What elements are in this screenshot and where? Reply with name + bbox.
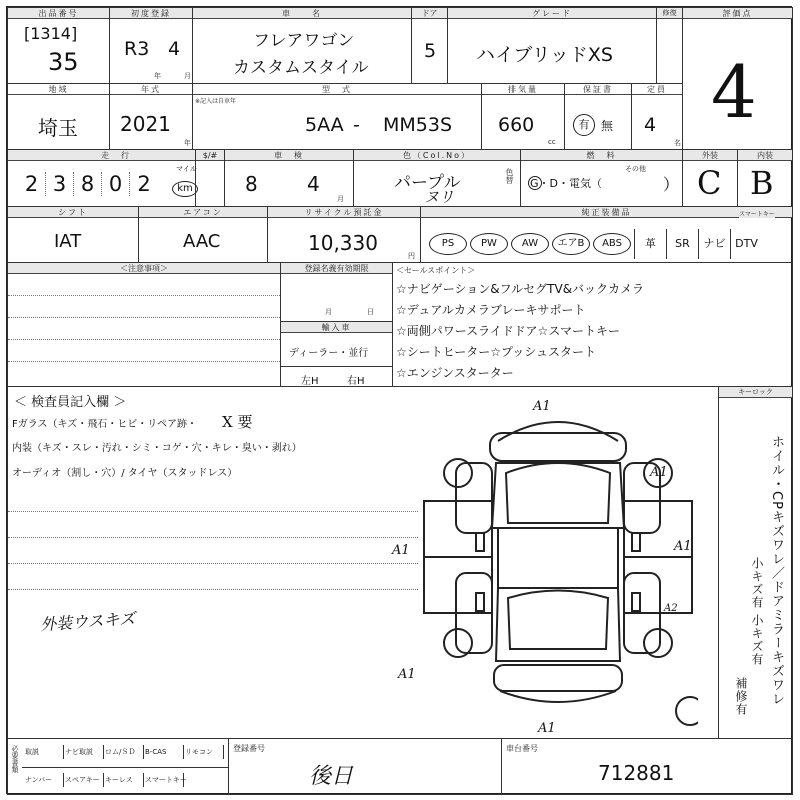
doc-item: ロム/ＳＤ <box>104 745 144 759</box>
doc-item: ナンバー <box>24 773 64 787</box>
model-type-cell <box>192 83 482 150</box>
reg-num-label: 登録番号 <box>233 744 265 753</box>
sales-point-item: ☆ナビゲーション&フルセグTV&バックカメラ <box>396 282 645 296</box>
shift-class-header: $/# <box>196 150 224 161</box>
displacement-cell <box>481 83 565 150</box>
region-cell <box>7 83 110 150</box>
color-sub: ヌリ <box>424 188 455 206</box>
recycle-cell <box>267 206 421 263</box>
region-header: 地域 <box>8 84 109 95</box>
warranty-no: 無 <box>601 119 614 133</box>
inspection-month-unit: 月 <box>337 195 344 203</box>
diagram-mark-5: A1 <box>398 667 416 682</box>
mileage-digits <box>18 172 158 196</box>
aux-cell <box>656 7 683 84</box>
eval-score: 4 <box>711 50 757 134</box>
side-note-col3: 補修有 <box>734 677 748 716</box>
fuel-close: ） <box>663 175 680 194</box>
warranty-cell <box>564 83 632 150</box>
diagram-mark-4: A1 <box>674 539 692 554</box>
model-type-value1: 5AA <box>305 114 344 136</box>
model-type-dash: - <box>353 114 360 136</box>
fuel-other-label: その他 <box>625 165 646 173</box>
seats-header: 定員 <box>632 84 682 95</box>
fglass-mark: X 要 <box>222 413 253 431</box>
import-cell <box>280 321 393 387</box>
reg-date-unit: 日 <box>367 308 374 316</box>
model-type-value2: MM53S <box>383 114 453 136</box>
footer-docs-cell <box>7 738 229 795</box>
sales-point-item: ☆デュアルカメラブレーキサポート <box>396 303 586 317</box>
docs-side-label: 必要書類 <box>11 745 19 773</box>
equipment-item-circled: ABS <box>593 233 631 255</box>
shift-value: IAT <box>54 231 82 252</box>
seats-value: 4 <box>644 114 657 136</box>
seats-cell <box>631 83 683 150</box>
fuel-header: 燃 料 <box>521 150 682 161</box>
model-name-header: 車 名 <box>193 8 411 19</box>
aircon-header: エアコン <box>139 207 267 218</box>
aircon-value: AAC <box>183 231 221 252</box>
diagram-mark-2: A1 <box>650 465 668 480</box>
first-reg-cell <box>109 7 193 84</box>
docs-row-1 <box>24 745 224 759</box>
footer-chassis-cell <box>501 738 793 795</box>
model-year-cell <box>109 83 193 150</box>
docs-row-2 <box>24 773 187 787</box>
seats-unit: 名 <box>674 139 681 147</box>
mileage-header: 走 行 <box>8 150 224 161</box>
fuel-text: G・D・電気（ <box>530 177 602 190</box>
lot-cell <box>7 7 110 84</box>
recycle-value: 10,330 <box>308 231 378 255</box>
shift-header: シフト <box>8 207 138 218</box>
key-lock-cell <box>718 386 793 739</box>
mileage-unit-km: km <box>172 181 198 197</box>
shift-cell <box>7 206 139 263</box>
equipment-item: SR <box>666 229 698 259</box>
handwritten-note: 外装ウスキズ <box>39 608 136 635</box>
color-change-label: 色替 <box>505 168 514 184</box>
reg-deadline-cell <box>280 262 393 322</box>
grade-cell <box>447 7 657 84</box>
sales-points-list <box>396 279 644 384</box>
interior-value: B <box>750 164 774 202</box>
mileage-cell <box>7 149 225 207</box>
diagram-mark-7: A2 <box>664 603 678 614</box>
sales-point-item: ☆エンジンスターター <box>396 366 514 380</box>
auction-sheet <box>6 6 792 794</box>
year-unit: 年 <box>154 72 161 80</box>
doors-header: ドア <box>412 8 447 19</box>
mileage-unit-top: マイル <box>176 165 197 173</box>
doc-item: キーレス <box>104 773 144 787</box>
reg-deadline-header: 登録名義有効期限 <box>281 263 392 274</box>
model-name-line1: フレアワゴン <box>253 31 355 51</box>
exterior-header: 外装 <box>683 150 737 161</box>
mileage-digit: 8 <box>74 172 102 196</box>
lot-header: 出品番号 <box>8 8 109 19</box>
exterior-cell <box>682 149 738 207</box>
doc-item: B-CAS <box>144 745 184 759</box>
notes-cell <box>7 262 281 387</box>
doc-item: 取説 <box>24 745 64 759</box>
grade-header: グレード <box>448 8 656 19</box>
doc-item: スマートキー <box>144 773 184 787</box>
reg-month-unit: 月 <box>325 308 332 316</box>
mileage-digit: 3 <box>46 172 74 196</box>
import-left: 左H <box>301 376 319 387</box>
displacement-unit: cc <box>548 138 556 146</box>
equipment-key-label: スマートキー <box>739 211 775 218</box>
equipment-item-circled: エアB <box>552 233 590 255</box>
equipment-row <box>429 229 762 259</box>
inspection-month: 4 <box>307 172 320 196</box>
first-reg-header: 初度登録 <box>110 8 192 19</box>
diagram-mark-6: A1 <box>538 721 556 736</box>
region-value: 埼玉 <box>38 116 78 140</box>
footer-reg-cell <box>228 738 502 795</box>
lot-number: 35 <box>48 48 79 76</box>
first-reg-month: 4 <box>168 38 181 60</box>
inspector-line-audio: オーディオ（割し・穴）/ タイヤ（スタッドレス） <box>12 468 238 479</box>
interior-cell <box>737 149 793 207</box>
color-header: 色（Col.No） <box>354 150 520 161</box>
inspector-line-fglass: Fガラス（キズ・飛石・ヒビ・リペア跡・ <box>12 419 198 430</box>
eval-cell <box>682 7 793 150</box>
doors-cell <box>411 7 448 84</box>
recycle-unit: 円 <box>408 252 415 260</box>
equipment-item: DTV <box>730 229 762 259</box>
sales-point-item: ☆両側パワースライドドア☆スマートキー <box>396 324 620 338</box>
first-reg-era: R3 <box>124 38 150 60</box>
sales-points-header: ＜セールスポイント＞ <box>396 266 476 275</box>
sales-point-item: ☆シートヒーター☆プッシュスタート <box>396 345 596 359</box>
color-value: パープル <box>394 173 461 193</box>
fuel-cell <box>520 149 683 207</box>
equipment-cell <box>420 206 793 263</box>
inspector-cell <box>7 386 719 739</box>
car-diagram <box>418 393 698 738</box>
exterior-value: C <box>697 164 722 202</box>
equipment-item: ナビ <box>698 229 730 259</box>
color-cell <box>353 149 521 207</box>
model-type-note: ※記入は自車年 <box>195 98 237 105</box>
model-year-header: 年式 <box>110 84 192 95</box>
mileage-digit: 2 <box>18 172 46 196</box>
import-header: 輸入車 <box>281 322 392 333</box>
mileage-digit: 0 <box>102 172 130 196</box>
warranty-yes: 有 <box>573 114 595 136</box>
aircon-cell <box>138 206 268 263</box>
grade-value: ハイブリッドXS <box>476 44 613 66</box>
displacement-value: 660 <box>498 114 535 136</box>
side-note-col1: ホイル・CPキズワレ／ドアミラーキズワレ <box>769 435 784 706</box>
model-year-value: 2021 <box>120 112 171 136</box>
interior-header: 内装 <box>738 150 792 161</box>
eval-header: 評価点 <box>683 8 792 19</box>
notes-header: ＜注意事項＞ <box>8 263 280 274</box>
model-name-line2: カスタムスタイル <box>233 58 369 78</box>
warranty-header: 保証書 <box>565 84 631 95</box>
month-unit: 月 <box>184 72 191 80</box>
equipment-item-circled: PW <box>470 233 508 255</box>
equipment-item: 革 <box>634 229 666 259</box>
lot-code: [1314] <box>24 24 78 43</box>
chassis-label: 車台番号 <box>506 744 538 753</box>
inspector-title: ＜ 検査員記入欄 ＞ <box>14 395 127 410</box>
equipment-item-circled: PS <box>429 233 467 255</box>
mileage-digit: 2 <box>137 172 151 196</box>
doc-item: スペアキー <box>64 773 104 787</box>
aux-header: 修復 <box>657 8 682 19</box>
recycle-header: リサイクル預託金 <box>268 207 420 218</box>
inspector-line-interior: 内装（キズ・スレ・汚れ・シミ・コゲ・穴・キレ・臭い・剥れ） <box>12 443 302 454</box>
equipment-item-circled: AW <box>511 233 549 255</box>
model-year-unit: 年 <box>184 139 191 147</box>
displacement-header: 排気量 <box>482 84 564 95</box>
inspection-year: 8 <box>245 172 258 196</box>
doc-item: リモコン <box>184 745 224 759</box>
diagram-mark-1: A1 <box>533 399 551 414</box>
sales-points-cell <box>392 262 793 387</box>
import-right: 右H <box>347 376 365 387</box>
diagram-mark-3: A1 <box>392 543 410 558</box>
model-name-cell <box>192 7 412 84</box>
import-dealer: ディーラー・並行 <box>289 348 369 359</box>
key-lock-header: キーロック <box>719 387 792 398</box>
doors-value: 5 <box>424 40 437 62</box>
reg-num-value: 後日 <box>309 764 354 789</box>
side-note-col2: 小キズ有 小キズ有 <box>750 557 764 666</box>
equipment-header: 純正装備品 <box>421 207 792 218</box>
shift-class-cell <box>195 149 225 207</box>
model-type-header: 型 式 <box>193 84 481 95</box>
doc-item: ナビ取説 <box>64 745 104 759</box>
inspection-cell <box>224 149 354 207</box>
inspection-header: 車 検 <box>225 150 353 161</box>
chassis-value: 712881 <box>598 761 675 785</box>
